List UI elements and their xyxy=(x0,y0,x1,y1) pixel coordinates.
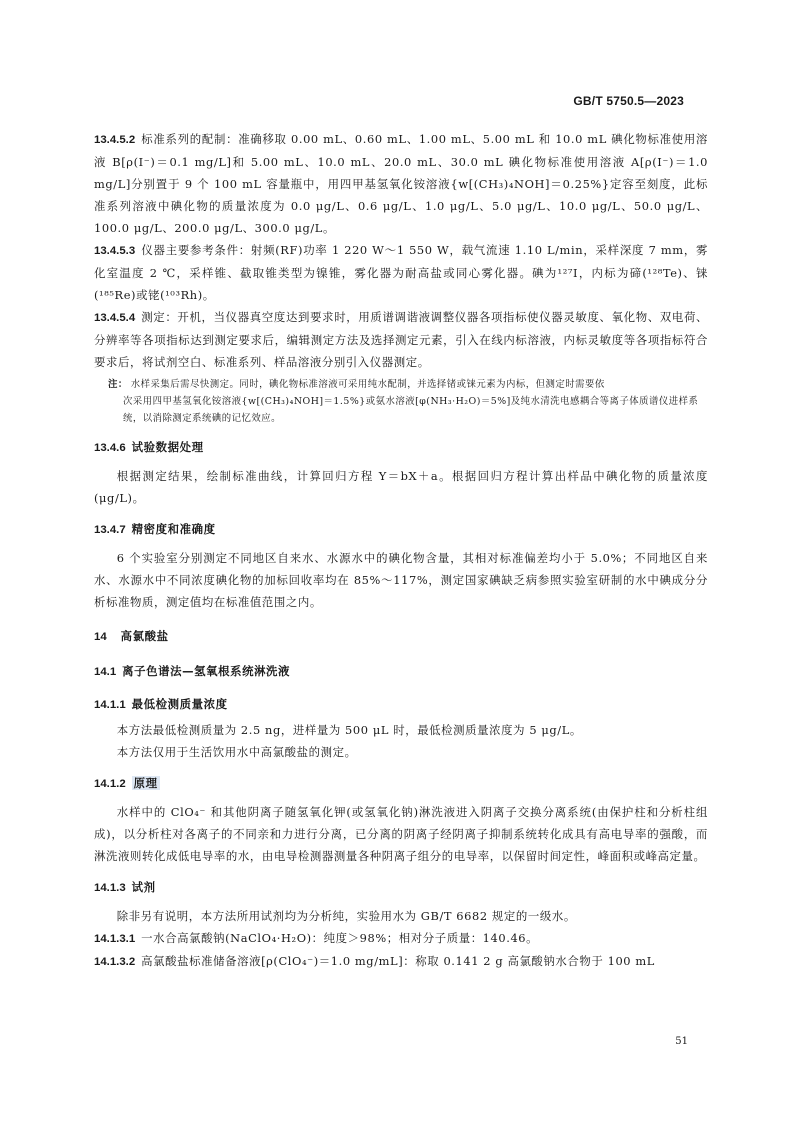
heading-number: 14.1 xyxy=(94,666,117,678)
heading-title: 最低检测质量浓度 xyxy=(131,697,228,711)
page-body xyxy=(94,128,708,973)
heading-title: 精密度和准确度 xyxy=(131,522,216,536)
clause-number: 14.1.3.1 xyxy=(94,933,136,945)
heading-number: 13.4.6 xyxy=(94,442,126,454)
note xyxy=(94,376,708,427)
heading-number: 14.1.1 xyxy=(94,699,126,711)
heading-13-4-7 xyxy=(94,518,708,541)
clause-13-4-5-3 xyxy=(94,239,708,306)
clause-text: 一水合高氯酸钠(NaClO₄·H₂O)：纯度＞98%；相对分子质量：140.46。 xyxy=(141,931,539,945)
heading-14-1-2 xyxy=(94,772,708,795)
heading-title: 试验数据处理 xyxy=(131,440,204,454)
heading-number: 14.1.2 xyxy=(94,778,126,790)
heading-title: 高氯酸盐 xyxy=(120,629,169,643)
clause-number: 13.4.5.2 xyxy=(94,134,136,146)
clause-text: 高氯酸盐标准储备溶液[ρ(ClO₄⁻)＝1.0 mg/mL]：称取 0.141 2 g 高氯酸钠水合物于 100 mL xyxy=(141,954,655,968)
heading-number: 14 xyxy=(94,631,107,643)
heading-title: 离子色谱法—氢氧根系统淋洗液 xyxy=(122,664,291,678)
clause-14-1-3-1 xyxy=(94,927,708,950)
heading-title: 试剂 xyxy=(131,880,156,894)
clause-text: 标准系列的配制：准确移取 0.00 mL、0.60 mL、1.00 mL、5.00 mL 和 10.0 mL 碘化物标准使用溶液 B[ρ(I⁻)＝0.1 mg/L]和 5.00 mL、10.0 mL、20.0 mL、30.0 mL 碘化物标准使用溶液 A[ρ(I⁻)＝1.0 mg/L]分别置于 9 个 100 mL 容量瓶中，用四甲基氢氧化铵溶液{w[(CH₃)₄NOH]＝0.25%}定容至刻度，此标准系列溶液中碘化物的质量浓度为 0.0 μg/L、0.6 μg/L、1.0 μg/L、5.0 μg/L、10.0 μg/L、50.0 μg/L、100.0 μg/L、200.0 μg/L、300.0 μg/L。 xyxy=(94,132,708,235)
clause-13-4-5-4 xyxy=(94,306,708,373)
clause-number: 13.4.5.4 xyxy=(94,312,136,324)
clause-number: 13.4.5.3 xyxy=(94,245,136,257)
heading-14-1-3 xyxy=(94,876,708,899)
note-text-first: 水样采集后需尽快测定。同时，碘化物标准溶液可采用纯水配制，并选择锗或铼元素为内标，但测定时需要依 xyxy=(130,379,605,390)
note-label: 注： xyxy=(108,379,128,390)
heading-14-1-1 xyxy=(94,693,708,716)
heading-number: 14.1.3 xyxy=(94,882,126,894)
heading-number: 13.4.7 xyxy=(94,524,126,536)
page-number: 51 xyxy=(675,1036,688,1047)
heading-title: 原理 xyxy=(133,776,158,790)
paragraph-reagents: 除非另有说明，本方法所用试剂均为分析纯，实验用水为 GB/T 6682 规定的一级水。 xyxy=(116,909,576,923)
paragraph-data-processing: 根据测定结果，绘制标准曲线，计算回归方程 Y＝bX＋a。根据回归方程计算出样品中碘化物的质量浓度(μg/L)。 xyxy=(94,469,708,505)
paragraph-scope: 本方法仅用于生活饮用水中高氯酸盐的测定。 xyxy=(116,745,357,759)
clause-14-1-3-2 xyxy=(94,950,708,973)
note-text-rest: 次采用四甲基氢氧化铵溶液{w[(CH₃)₄NOH]＝1.5%}或氨水溶液[φ(NH₃·H₂O)＝5%]及纯水清洗电感耦合等离子体质谱仪进样系统，以消除测定系统碘的记忆效应。 xyxy=(123,396,699,424)
paragraph-detection-limit: 本方法最低检测质量为 2.5 ng，进样量为 500 μL 时，最低检测质量浓度为 5 μg/L。 xyxy=(116,723,582,737)
clause-number: 14.1.3.2 xyxy=(94,956,136,968)
standard-number: GB/T 5750.5—2023 xyxy=(573,94,684,108)
clause-13-4-5-2 xyxy=(94,128,708,239)
clause-text: 测定：开机，当仪器真空度达到要求时，用质谱调谐液调整仪器各项指标使仪器灵敏度、氧化物、双电荷、分辨率等各项指标达到测定要求后，编辑测定方法及选择测定元素，引入在线内标溶液，内标灵敏度等各项指标符合要求后，将试剂空白、标准系列、样品溶液分别引入仪器测定。 xyxy=(94,310,708,369)
clause-text: 仪器主要参考条件：射频(RF)功率 1 220 W～1 550 W，载气流速 1.10 L/min，采样深度 7 mm，雾化室温度 2 ℃，采样锥、截取锥类型为镍锥，雾化器为耐高盐或同心雾化器。碘为¹²⁷I，内标为碲(¹²⁸Te)、铼(¹⁸⁵Re)或铑(¹⁰³Rh)。 xyxy=(94,243,708,302)
paragraph-principle: 水样中的 ClO₄⁻ 和其他阴离子随氢氧化钾(或氢氧化钠)淋洗液进入阴离子交换分离系统(由保护柱和分析柱组成)，以分析柱对各离子的不同亲和力进行分离，已分离的阴离子经阴离子抑制系统转化成具有高电导率的强酸，而淋洗液则转化成低电导率的水，由电导检测器测量各种阴离子组分的电导率，以保留时间定性，峰面积或峰高定量。 xyxy=(94,805,708,863)
paragraph-precision: 6 个实验室分别测定不同地区自来水、水源水中的碘化物含量，其相对标准偏差均小于 5.0%；不同地区自来水、水源水中不同浓度碘化物的加标回收率均在 85%～117%，测定国家碘缺乏病参照实验室研制的水中碘成分分析标准物质，测定值均在标准值范围之内。 xyxy=(94,551,708,609)
heading-14-1 xyxy=(94,660,708,683)
heading-14 xyxy=(94,625,708,648)
heading-13-4-6 xyxy=(94,436,708,459)
